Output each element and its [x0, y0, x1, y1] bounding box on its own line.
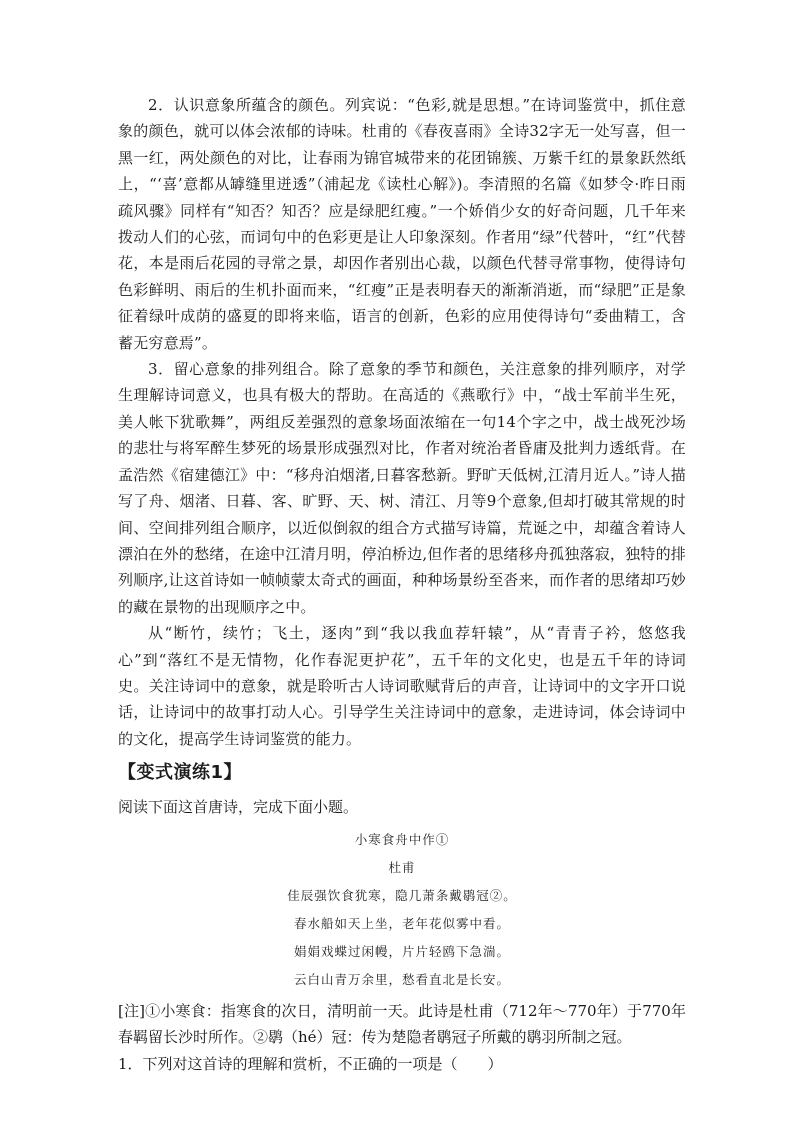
- poem-line: 娟娟戏蝶过闲幔，片片轻鸥下急湍。: [293, 944, 510, 960]
- poem-block: [118, 826, 686, 994]
- poem-line: 云白山青万余里，愁看直北是长安。: [293, 972, 510, 988]
- section-title: 【变式演练1】: [118, 762, 243, 784]
- poem-author: 杜甫: [388, 860, 416, 876]
- paragraph-conclusion: 从“断竹，续竹；飞土，逐肉”到“我以我血荐轩辕”，从“青青子衿，悠悠我心”到“落红不是无情物，化作春泥更护花”，五千年的文化史，也是五千年的诗词史。关注诗词中的意象，就是聆听古人诗词歌赋背后的声音，让诗词中的文字开口说话，让诗词中的故事打动人心。引导学生关注诗词中的意象，走进诗词，体会诗词中的文化，提高学生诗词鉴赏的能力。: [118, 624, 686, 748]
- paragraph-color-imagery: 2．认识意象所蕴含的颜色。列宾说：“色彩,就是思想。”在诗词鉴赏中，抓住意象的颜色，就可以体会浓郁的诗味。杜甫的《春夜喜雨》全诗32字无一处写喜，但一黑一红，两处颜色的对比，让春雨为锦官城带来的花团锦簇、万紫千红的景象跃然纸上，“‘喜’意都从罅缝里迸透”（浦起龙《读杜心解》)。李清照的名篇《如梦令·昨日雨疏风骤》同样有“知否？知否？应是绿肥红瘦。”一个娇俏少女的好奇问题，几千年来拨动人们的心弦，而词句中的色彩更是让人印象深刻。作者用“绿”代替叶，“红”代替花，本是雨后花园的寻常之景，却因作者别出心裁，以颜色代替寻常事物，使得诗句色彩鲜明、雨后的生机扑面而来，“红瘦”正是表明春天的渐渐消逝，而“绿肥”正是象征着绿叶成荫的盛夏的即将来临，语言的创新，色彩的应用使得诗句“委曲精工，含蓄无穷意焉”。: [118, 96, 686, 352]
- document-page: [118, 92, 686, 1078]
- poem-title: 小寒食舟中作①: [354, 832, 450, 848]
- poem-note: [注]①小寒食：指寒食的次日，清明前一天。此诗是杜甫（712年～770年）于770年春羁留长沙时所作。②鹖（hé）冠：传为楚隐者鹖冠子所戴的鹖羽所制之冠。: [118, 1002, 686, 1047]
- question-1: 1．下列对这首诗的理解和赏析，不正确的一项是（ ）: [118, 1055, 503, 1074]
- poem-line: 春水船如天上坐，老年花似雾中看。: [293, 916, 510, 932]
- reading-instruction: 阅读下面这首唐诗，完成下面小题。: [118, 798, 359, 817]
- paragraph-imagery-arrangement: 3．留心意象的排列组合。除了意象的季节和颜色，关注意象的排列顺序，对学生理解诗词意义，也具有极大的帮助。在高适的《燕歌行》中，“战士军前半生死，美人帐下犹歌舞”，两组反差强烈的意象场面浓缩在一句14个字之中，战士战死沙场的悲壮与将军醉生梦死的场景形成强烈对比，作者对统治者昏庸及批判力透纸背。在孟浩然《宿建德江》中：“移舟泊烟渚,日暮客愁新。野旷天低树,江清月近人。”诗人描写了舟、烟渚、日暮、客、旷野、天、树、清江、月等9个意象,但却打破其常规的时间、空间排列组合顺序，以近似倒叙的组合方式描写诗篇，荒诞之中，却蕴含着诗人漂泊在外的愁绪，在途中江清月明，停泊桥边,但作者的思绪移舟孤独落寂，独特的排列顺序,让这首诗如一帧帧蒙太奇式的画面，种种场景纷至沓来，而作者的思绪却巧妙的藏在景物的出现顺序之中。: [118, 360, 686, 616]
- poem-line: 佳辰强饮食犹寒，隐几萧条戴鹖冠②。: [287, 888, 517, 904]
